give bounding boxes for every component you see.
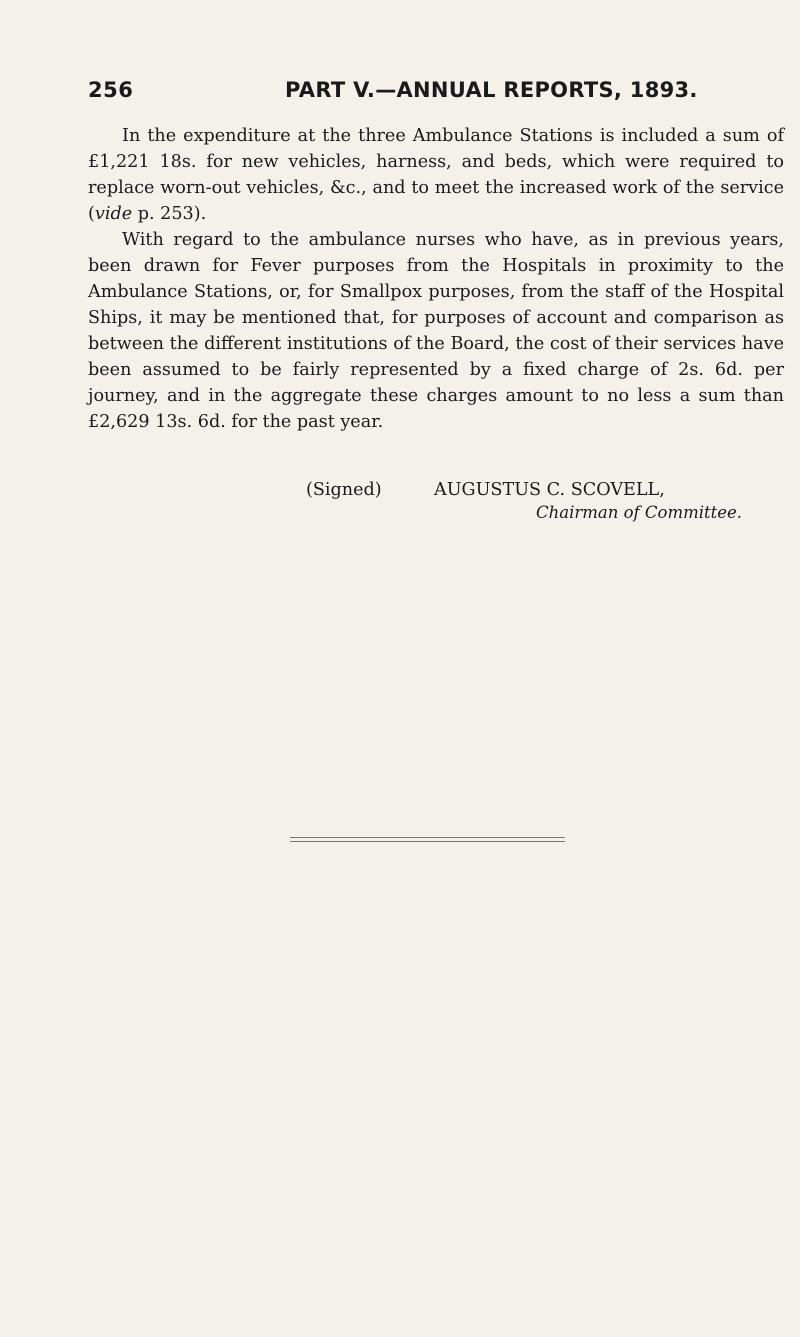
running-title: PART V.—ANNUAL REPORTS, 1893. xyxy=(285,78,698,102)
body-text xyxy=(88,123,784,435)
page-number: 256 xyxy=(88,78,134,102)
paragraph-expenditure-ref: p. 253). xyxy=(132,204,207,224)
signature-line xyxy=(306,477,665,503)
paragraph-expenditure xyxy=(88,123,784,227)
paragraph-expenditure-text: In the expenditure at the three Ambulance Stations is included a sum of £1,221 18s. for new vehicles, harness, and beds, which were required to replace worn-out vehicles, &c., and to meet the increased work of the service ( xyxy=(88,126,784,224)
paragraph-ambulance-nurses: With regard to the ambulance nurses who have, as in previous years, been drawn for Fever purposes from the Hospitals in proximity to the Ambulance Stations, or, for Smallpox purposes, from the staff of the Hospital Ships, it may be mentioned that, for purposes of account and comparison as between the different institutions of the Board, the cost of their services have been assumed to be fairly represented by a fixed charge of 2s. 6d. per journey, and in the aggregate these charges amount to no less a sum than £2,629 13s. 6d. for the past year. xyxy=(88,230,784,432)
running-head xyxy=(88,78,708,108)
italic-vide: vide xyxy=(94,204,133,224)
signed-label: (Signed) xyxy=(306,480,382,500)
signatory-name: AUGUSTUS C. SCOVELL, xyxy=(434,480,665,500)
end-rule-top xyxy=(290,837,565,838)
end-rule-bottom xyxy=(290,841,565,842)
signatory-role: Chairman of Committee. xyxy=(536,503,743,522)
